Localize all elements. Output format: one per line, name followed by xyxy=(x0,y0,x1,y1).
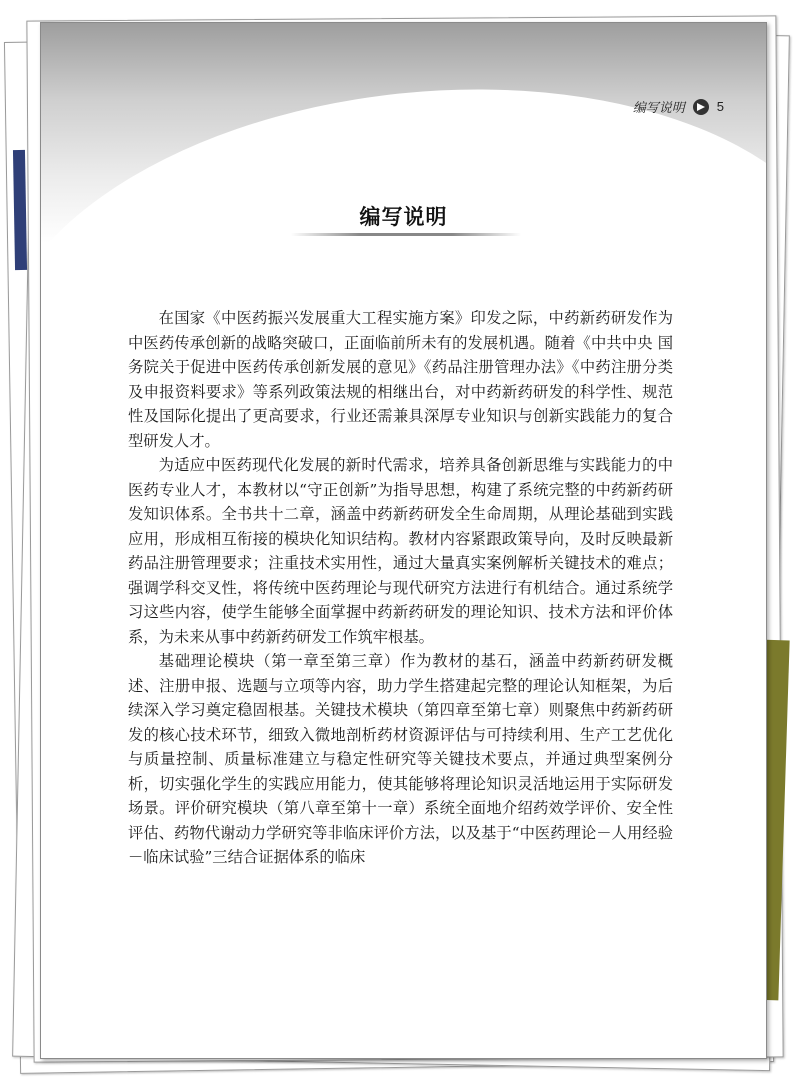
body-text xyxy=(128,306,673,870)
background-sheet-edge xyxy=(13,150,27,270)
title-underline xyxy=(291,233,521,236)
title-wrap xyxy=(41,201,766,231)
arrow-right-icon xyxy=(693,99,709,115)
running-head-title: 编写说明 xyxy=(632,101,685,116)
paragraph: 基础理论模块（第一章至第三章）作为教材的基石，涵盖中药新药研发概述、注册申报、选题与立项等内容，助力学生搭建起完整的理论认知框架，为后续深入学习奠定稳固根基。关键技术模块（第四章至第七章）则聚焦中药新药研发的核心技术环节，细致入微地剖析药材资源评估与可持续利用、生产工艺优化与质量控制、质量标准建立与稳定性研究等关键技术要点，并通过典型案例分析，切实强化学生的实践应用能力，使其能够将理论知识灵活地运用于实际研发场景。评价研究模块（第八章至第十一章）系统全面地介绍药效学评价、安全性评估、药物代谢动力学研究等非临床评价方法，以及基于“中医药理论－人用经验－临床试验”三结合证据体系的临床 xyxy=(128,652,673,866)
paragraph: 在国家《中医药振兴发展重大工程实施方案》印发之际，中药新药研发作为中医药传承创新的战略突破口，正面临前所未有的发展机遇。随着《中共中央 国务院关于促进中医药传承创新发展的意见》《药品注册管理办法》《中药注册分类及申报资料要求》等系列政策法规的相继出台，对中药新药研发的科学性、规范性及国际化提出了更高要求，行业还需兼具深厚专业知识与创新实践能力的复合型研发人才。 xyxy=(128,309,673,450)
book-page xyxy=(40,22,767,1059)
page-number: 5 xyxy=(716,99,724,114)
running-head xyxy=(633,97,724,116)
paragraph: 为适应中医药现代化发展的新时代需求，培养具备创新思维与实践能力的中医药专业人才，本教材以“守正创新”为指导思想，构建了系统完整的中药新药研发知识体系。全书共十二章，涵盖中药新药研发全生命周期，从理论基础到实践应用，形成相互衔接的模块化知识结构。教材内容紧跟政策导向，及时反映最新药品注册管理要求；注重技术实用性，通过大量真实案例解析关键技术的难点；强调学科交叉性，将传统中医药理论与现代研究方法进行有机结合。通过系统学习这些内容，使学生能够全面掌握中药新药研发的理论知识、技术方法和评价体系，为未来从事中药新药研发工作筑牢根基。 xyxy=(128,456,673,646)
page-title: 编写说明 xyxy=(359,205,448,229)
